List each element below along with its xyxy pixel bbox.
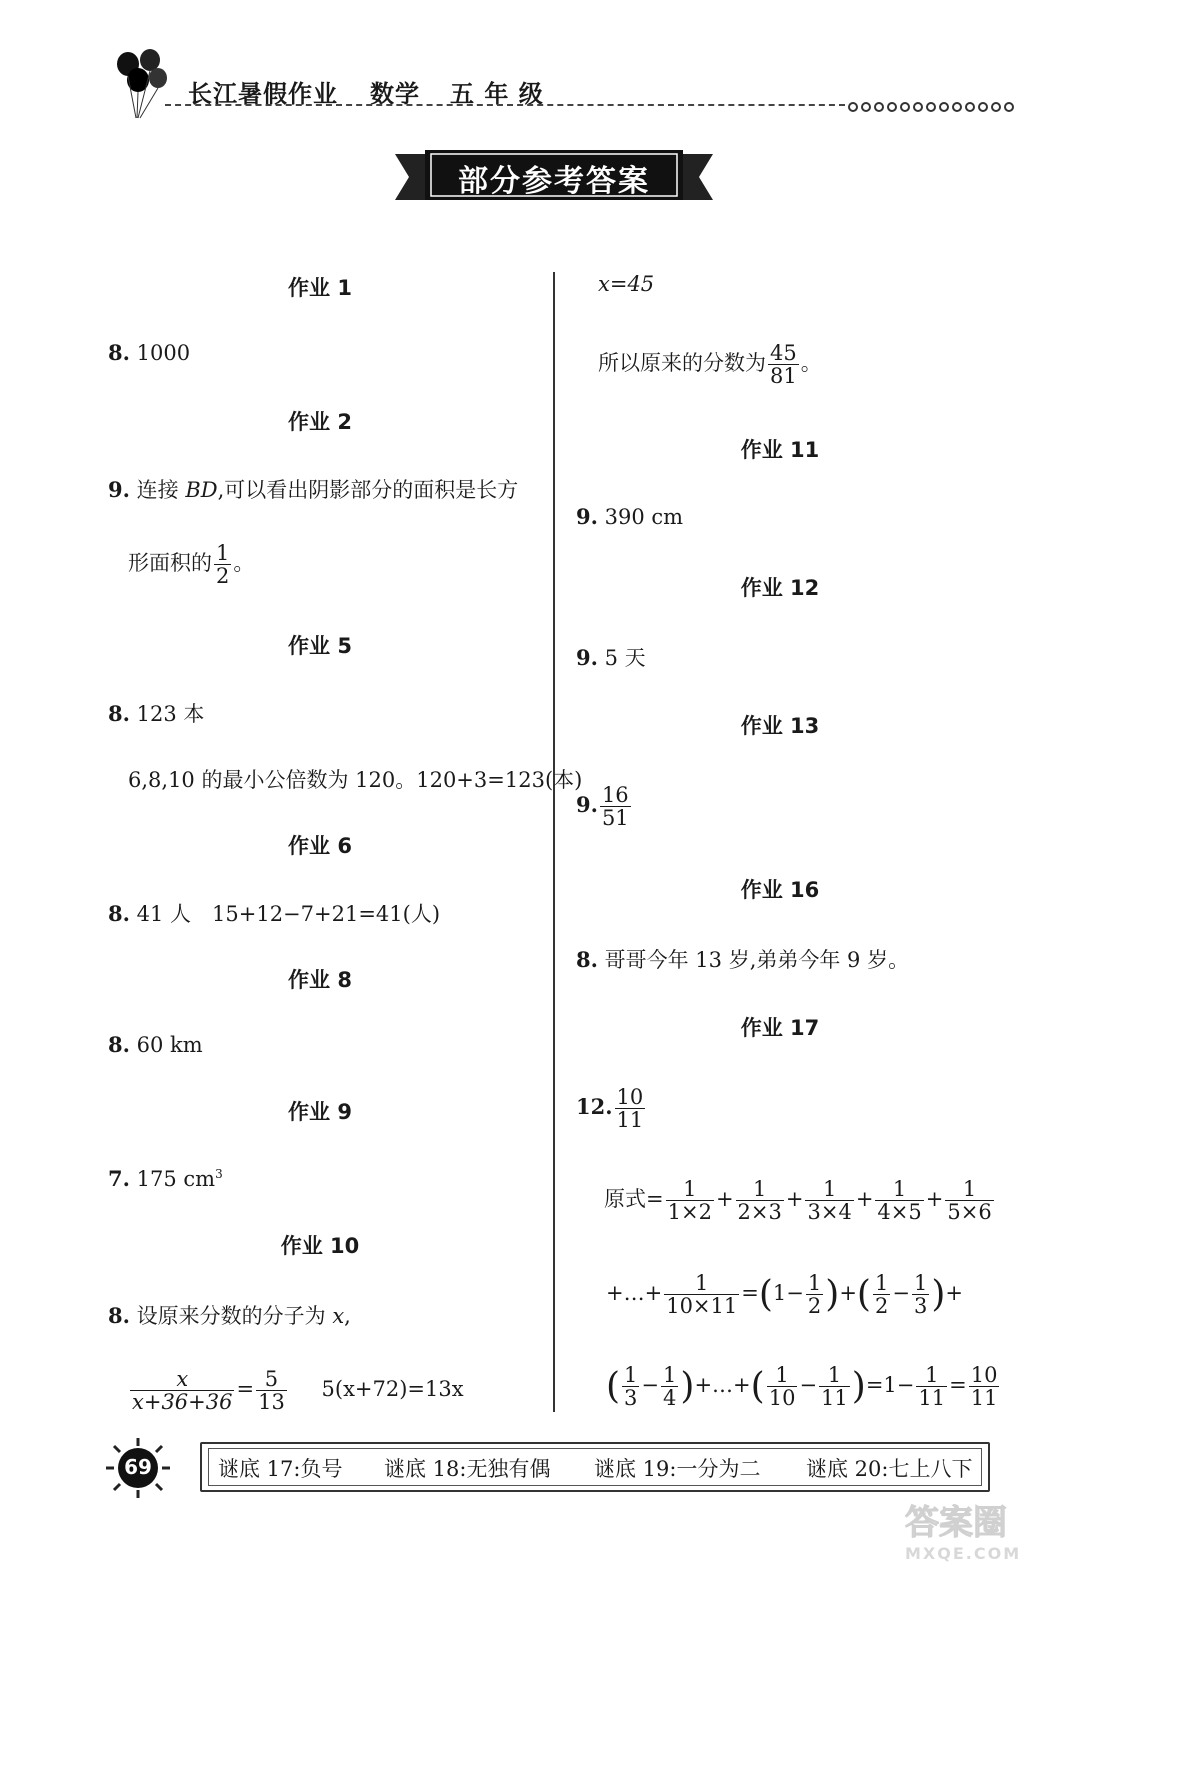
answer-line: 形面积的 $\frac{1}{2}$ 。 xyxy=(128,541,255,589)
answer-line: 8. 60 km xyxy=(108,1032,203,1057)
header-dots xyxy=(845,97,1014,116)
fraction: $\frac{1}{10\times 11}$ xyxy=(666,1271,738,1319)
section-title: 作业 2 xyxy=(288,410,352,434)
fraction: $\frac{1}{2}$ xyxy=(216,541,230,589)
page-number: 69 xyxy=(124,1455,152,1479)
watermark-logo: 答案圈 MXQE.COM xyxy=(905,1503,1022,1563)
answer-line: 7. 175 $cm^3$ xyxy=(108,1166,223,1191)
header-dashed-rule xyxy=(165,104,845,106)
section-title: 作业 9 xyxy=(288,1100,352,1124)
fraction: $\frac{1}{3\times 4}$ xyxy=(807,1177,852,1225)
fraction: $\frac{1}{4}$ xyxy=(663,1363,677,1411)
column-divider xyxy=(553,272,555,1412)
section-title: 作业 17 xyxy=(740,1016,820,1040)
riddle-answer: 谜底 19:一分为二 xyxy=(594,1457,761,1481)
riddle-answer: 谜底 20:七上八下 xyxy=(806,1457,973,1481)
answer-line: x=45 xyxy=(598,272,655,296)
plus-sign: + xyxy=(715,1187,734,1212)
answer-line: 12. $\frac{10}{11}$ xyxy=(576,1085,644,1133)
section-title: 作业 6 xyxy=(288,834,352,858)
section-title: 作业 11 xyxy=(740,438,820,462)
section-title: 作业 12 xyxy=(740,576,820,600)
fraction: $\frac{1}{11}$ xyxy=(821,1363,848,1411)
fraction: $\frac{1}{4\times 5}$ xyxy=(877,1177,922,1225)
page-number-badge xyxy=(102,1436,174,1500)
header-subject: 数学 xyxy=(370,80,420,108)
answer-line: 9. 390 cm xyxy=(576,504,684,529)
fraction: $\frac{10}{11}$ xyxy=(970,1363,998,1411)
plus-sign: + xyxy=(925,1187,944,1212)
answer-line: 所以原来的分数为 $\frac{45}{81}$ 。 xyxy=(598,341,822,389)
answer-line: 9. $\frac{16}{51}$ xyxy=(576,783,629,831)
plus-sign: + xyxy=(785,1187,804,1212)
footer-riddle-bar xyxy=(200,1442,990,1492)
section-title: 作业 16 xyxy=(740,878,820,902)
fraction: $\frac{16}{51}$ xyxy=(601,783,629,831)
fraction: $\frac{1}{3}$ xyxy=(624,1363,638,1411)
answer-line: 8. 设原来分数的分子为 x, xyxy=(108,1303,351,1328)
equation-line-1: 原式= $\frac{1}{1\times 2}$ + $\frac{1}{2\times 3}$ + $\frac{1}{3\times 4}$ + $\frac{1}{4\times 5}$ + $\frac{1}{5\times 6}$ xyxy=(604,1177,992,1225)
fraction: $\frac{1}{1\times 2}$ xyxy=(667,1177,712,1225)
answer-line: 6,8,10 的最小公倍数为 120。120+3=123(本) xyxy=(128,768,583,792)
fraction: $\frac{1}{2}$ xyxy=(807,1271,822,1319)
title-banner xyxy=(395,150,713,204)
equation-line: $\frac{x}{x+36+36}$ = $\frac{5}{13}$ 5(x+72)=13x xyxy=(132,1367,464,1415)
section-title: 作业 5 xyxy=(288,634,352,658)
fraction: $\frac{1}{10}$ xyxy=(768,1363,796,1411)
fraction: $\frac{1}{2\times 3}$ xyxy=(737,1177,782,1225)
answer-line: 8. 41 人 15+12−7+21=41(人) xyxy=(108,901,441,926)
section-title: 作业 1 xyxy=(288,276,352,300)
answer-line: 8. 哥哥今年 13 岁,弟弟今年 9 岁。 xyxy=(576,947,910,972)
fraction: $\frac{1}{11}$ xyxy=(918,1363,946,1411)
answer-line: 9. 5 天 xyxy=(576,645,646,670)
plus-sign: + xyxy=(855,1187,874,1212)
section-title: 作业 13 xyxy=(740,714,820,738)
fraction: $\frac{10}{11}$ xyxy=(616,1085,644,1133)
answer-line: 8. 1000 xyxy=(108,340,191,365)
section-title: 作业 10 xyxy=(280,1234,360,1258)
equation-line-3: ( $\frac{1}{3}$ − $\frac{1}{4}$ )+…+( $\frac{1}{10}$ − $\frac{1}{11}$ )=1− $\frac{1}{11}$ = $\frac{10}{11}$ xyxy=(606,1363,998,1411)
header-book-title: 长江暑假作业 xyxy=(188,80,338,108)
fraction: $\frac{5}{13}$ xyxy=(258,1367,285,1415)
section-title: 作业 8 xyxy=(288,968,352,992)
banner-title: 部分参考答案 xyxy=(458,164,650,199)
fraction: $\frac{1}{5\times 6}$ xyxy=(947,1177,992,1225)
riddle-answer: 谜底 17:负号 xyxy=(218,1457,343,1481)
fraction: $\frac{1}{3}$ xyxy=(913,1271,928,1319)
header-grade: 五 年 级 xyxy=(450,80,544,108)
fraction: $\frac{45}{81}$ xyxy=(770,341,797,389)
riddle-answer: 谜底 18:无独有偶 xyxy=(384,1457,551,1481)
answer-line: 9. 连接 BD,可以看出阴影部分的面积是长方 xyxy=(108,477,519,502)
fraction: $\frac{1}{2}$ xyxy=(874,1271,889,1319)
equation-line-2: +…+ $\frac{1}{10\times 11}$ =(1− $\frac{1}{2}$ )+( $\frac{1}{2}$ − $\frac{1}{3}$ )+ xyxy=(606,1271,963,1319)
balloons-icon xyxy=(112,48,172,120)
fraction: $\frac{x}{x+36+36}$ xyxy=(132,1367,233,1415)
answer-line: 8. 123 本 xyxy=(108,701,205,726)
